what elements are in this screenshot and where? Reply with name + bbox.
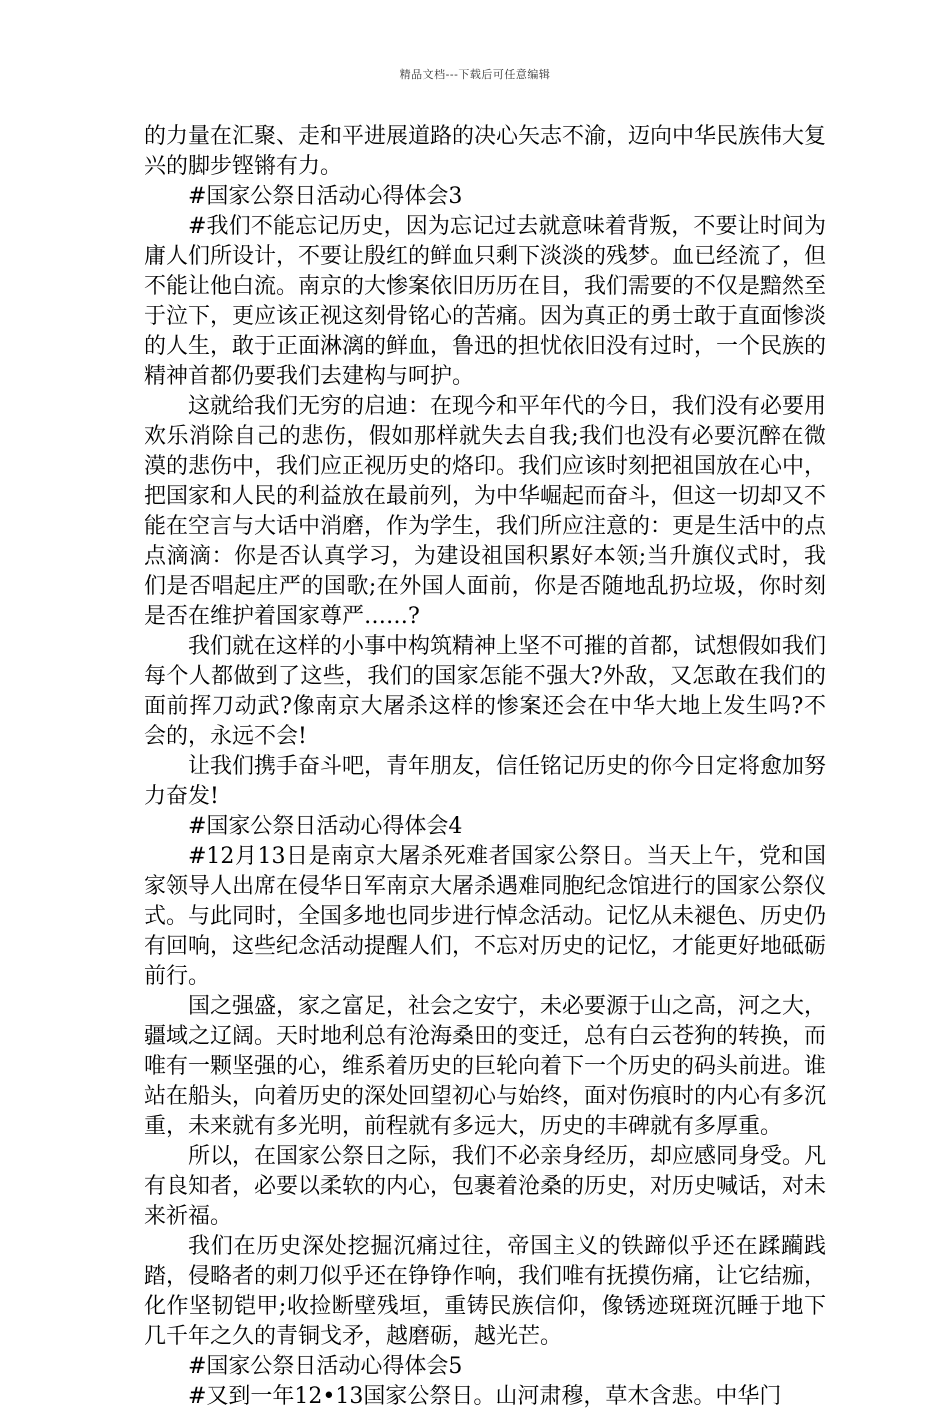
paragraph: 我们就在这样的小事中构筑精神上坚不可摧的首都，试想假如我们每个人都做到了这些，我们的国家怎能不强大?外敌，又怎敢在我们的面前挥刀动武?像南京大屠杀这样的惨案还会在中华大地上发生吗?不会的，永远不会! <box>144 634 827 749</box>
document-body <box>144 122 826 1412</box>
paragraph: 让我们携手奋斗吧，青年朋友，信任铭记历史的你今日定将愈加努力奋发! <box>144 754 827 809</box>
paragraph: 的力量在汇聚、走和平进展道路的决心矢志不渝，迈向中华民族伟大复兴的脚步铿锵有力。 <box>144 124 827 179</box>
paragraph: 我们在历史深处挖掘沉痛过往，帝国主义的铁蹄似乎还在蹂躏践踏，侵略者的刺刀似乎还在铮铮作响，我们唯有抚摸伤痛，让它结痂，化作坚韧铠甲;收捡断壁残垣，重铸民族信仰，像锈迹斑斑沉睡于地下几千年之久的青铜戈矛，越磨砺，越光芒。 <box>144 1234 827 1349</box>
paragraph: #又到一年12•13国家公祭日。山河肃穆，草木含悲。中华门 <box>188 1384 782 1409</box>
paragraph: #12月13日是南京大屠杀死难者国家公祭日。当天上午，党和国家领导人出席在侵华日军南京大屠杀遇难同胞纪念馆进行的国家公祭仪式。与此同时，全国多地也同步进行悼念活动。记忆从未褪色、历史仍有回响，这些纪念活动提醒人们，不忘对历史的记忆，才能更好地砥砺前行。 <box>144 844 827 989</box>
section-heading: #国家公祭日活动心得体会4 <box>188 814 463 839</box>
paragraph: 所以，在国家公祭日之际，我们不必亲身经历，却应感同身受。凡有良知者，必要以柔软的内心，包裹着沧桑的历史，对历史喊话，对未来祈福。 <box>144 1144 827 1229</box>
page-header: 精品文档---下载后可任意编辑 <box>399 68 551 81</box>
paragraph: #我们不能忘记历史，因为忘记过去就意味着背叛，不要让时间为庸人们所设计，不要让殷红的鲜血只剩下淡淡的残梦。血已经流了，但不能让他白流。南京的大惨案依旧历历在目，我们需要的不仅是黯然至于泣下，更应该正视这刻骨铭心的苦痛。因为真正的勇士敢于直面惨淡的人生，敢于正面淋漓的鲜血，鲁迅的担忧依旧没有过时，一个民族的精神首都仍要我们去建构与呵护。 <box>144 214 827 389</box>
paragraph: 这就给我们无穷的启迪：在现今和平年代的今日，我们没有必要用欢乐消除自己的悲伤，假如那样就失去自我;我们也没有必要沉醉在微漠的悲伤中，我们应正视历史的烙印。我们应该时刻把祖国放在心中，把国家和人民的利益放在最前列，为中华崛起而奋斗，但这一切却又不能在空言与大话中消磨，作为学生，我们所应注意的：更是生活中的点点滴滴：你是否认真学习，为建设祖国积累好本领;当升旗仪式时，我们是否唱起庄严的国歌;在外国人面前，你是否随地乱扔垃圾，你时刻是否在维护着国家尊严……? <box>144 394 827 629</box>
section-heading: #国家公祭日活动心得体会5 <box>188 1354 463 1379</box>
paragraph: 国之强盛，家之富足，社会之安宁，未必要源于山之高，河之大，疆域之辽阔。天时地利总有沧海桑田的变迁，总有白云苍狗的转换，而唯有一颗坚强的心，维系着历史的巨轮向着下一个历史的码头前进。谁站在船头，向着历史的深处回望初心与始终，面对伤痕时的内心有多沉重，未来就有多光明，前程就有多远大，历史的丰碑就有多厚重。 <box>144 994 827 1139</box>
section-heading: #国家公祭日活动心得体会3 <box>188 184 463 209</box>
